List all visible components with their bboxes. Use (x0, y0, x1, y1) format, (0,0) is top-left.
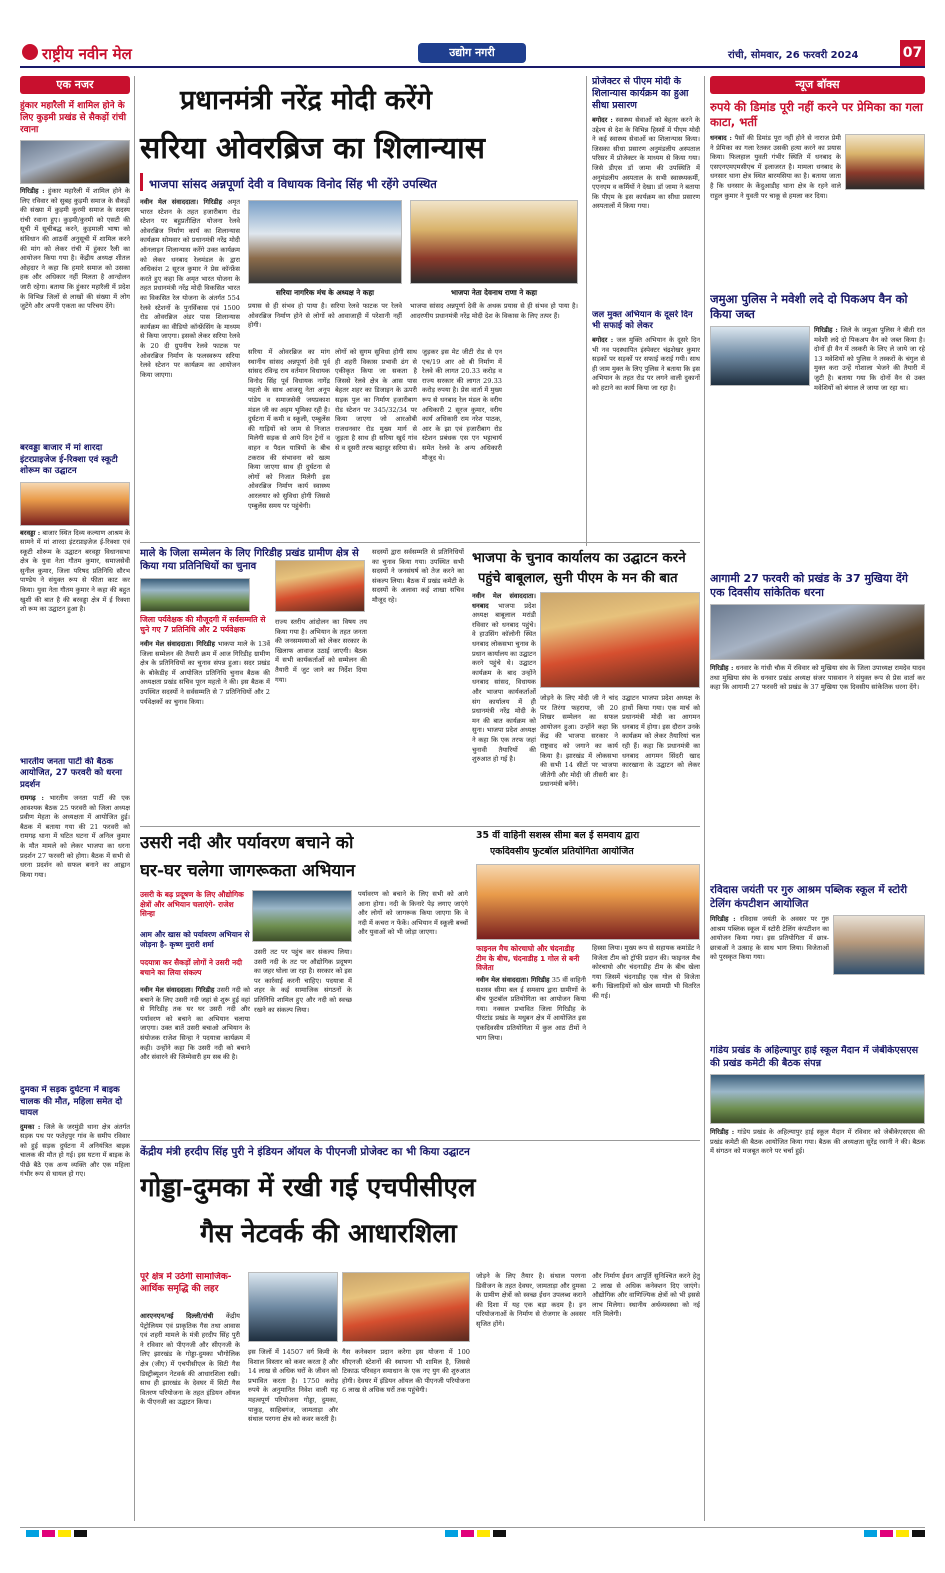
section-divider (140, 826, 700, 827)
story-body: बरवड्डा : बाजार स्थित दिव्य कल्याण आश्रम के सामने में मां शारदा इंटरप्राइजेज ई-रिक्शा एवं स्कूटी शोरूम के उद्घाटन बरवड्डा विधानसभा क्षेत्र के युवा नेता गौतम कुमार, समाजसेवी सुनील कुमार, जिला परिषद प्रतिनिधि सौरभ पाण्डेय ने संयुक्त रूप से फीता काट कर किया। युवा नेता गौतम कुमार ने कहा की बहुत खुशी की बात है की बरवड्डा क्षेत्र में ई रिक्शा शो रूम का उद्घाटन हुआ है। (20, 528, 130, 614)
story-body: गिरिडीह : गांडेय प्रखंड के अहिल्यापुर हाई स्कूल मैदान में रविवार को जेबीकेएसएस की प्रखंड कमेटी की बैठक आयोजित किया गया। बैठक की अध्यक्षता सुरेंद्र रवानी ने की। बैठक में संगठन को मजबूत करने पर चर्चा हुई। (710, 1128, 925, 1156)
news-box (710, 76, 925, 1521)
gail-kicker: केंद्रीय मंत्री हरदीप सिंह पुरी ने इंडियन ऑयल के पीएनजी प्रोजेक्ट का भी किया उद्घाटन (140, 1146, 470, 1158)
registration-mark-icon (493, 1530, 506, 1537)
gail-body: आरएनएन/नई दिल्ली/रांची केंद्रीय पेट्रोलियम एवं प्राकृतिक गैस तथा आवास एवं शहरी मामले के मंत्री हरदीप सिंह पुरी ने रविवार को पीएनजी और सीएनजी के लिए झारखंड के गोड्डा-दुमका भौगोलिक क्षेत्र (जीए) में एचपीसीएल के सिटी गैस डिस्ट्रीब्यूशन नेटवर्क की आधारशिला रखी। साथ ही झारखंड के देवघर में सिटी गैस वितरण परियोजना के तहत इंडियन ऑयल के पीएनजी का उद्घाटन किया। (140, 1312, 240, 1407)
river-photo (252, 890, 352, 942)
column-divider (586, 76, 587, 546)
bjp-body: नवीन मेल संवाददाता। धनबाद भाजपा प्रदेश अध्यक्ष बाबूलाल मरांडी रविवार को धनबाद पहुंचे। वे हाउसिंग कॉलोनी स्थित धनबाद लोकसभा चुनाव के प्रधान कार्यालय का उद्घाटन करने पहुंचे थे। उद्घाटन कार्यक्रम के बाद उन्होंने धनबाद सांसद, विधायक और भाजपा कार्यकर्ताओं संग कार्यालय में ही प्रधानमंत्री नरेंद्र मोदी के मन की बात कार्यक्रम को सुना। भाजपा प्रदेश अध्यक्ष ने कहा कि एक तरफ जहां चुनावी तैयारियों की शुरुआत हो गई है। (472, 592, 536, 764)
lead-body-col3: लोगों को सुगम सुविधा होगी साथ ही शहरी विकास प्रभावी ढंग से एकीकृत किया जा सकता है जिससे रेलवे क्षेत्र के आस पास बेहतर शहर का डिजाइन के ऊपरी सड़क पुल का निर्माण हजारीबाग रोड स्टेशन पर 345/32/34 पर किया जाएगा जो आरओबी राजधनवार रोड मुख्य मार्ग से जुड़ता है साथ ही सरिया खुर्द गांव से व दूसरी तरफ बहादुर सरिया से। (335, 348, 417, 452)
column-divider (134, 76, 135, 1521)
paper-name: राष्ट्रीय नवीन मेल (42, 45, 132, 63)
story-body: गिरिडीह : धनवार के गांधी चौक में रविवार को मुखिया संघ के जिला उपाध्यक्ष रामदेव यादव तथा मुखिया संघ के धनवार प्रखंड अध्यक्ष संजर पासवान ने संयुक्त रूप से प्रेस वार्ता कर कहा कि आगामी 27 फरवरी को प्रखंड के 37 मुखिया एक दिवसीय सांकेतिक धरना देंगे। (710, 664, 925, 692)
photo-caption: भाजपा नेता देवनाथ राणा ने कहा (451, 288, 537, 297)
registration-mark-icon (896, 1530, 909, 1537)
lead-body-col1: नवीन मेल संवाददाता। गिरिडीह अमृत भारत स्टेशन के तहत हजारीबाग रोड स्टेशन पर बहुप्रतीक्षित योजना रेलवे ओवरब्रिज निर्माण कार्य का शिलान्यास कार्यक्रम सोमवार को प्रधानमंत्री नरेंद्र मोदी ऑनलाइन शिलान्यास करेंगे उक्त कार्यक्रम को लेकर धनबाद रेलमंडल के द्वारा अधिकांश 2 सूरज कुमार ने प्रेस कॉन्फ्रेंस करते हुए कहा कि अमृत भारत योजना के तहत प्रधानमंत्री नरेंद्र मोदी विकसित भारत का विकसित रेल योजना के अंतर्गत 554 रेलवे स्टेशनों के पुनर्विकास एवं 1500 रोड ओवरब्रिज अंडर पास शिलान्यास कार्यक्रम का वीडियो कॉन्फ्रेंसिंग के माध्यम से किया जाएगा। इसको लेकर सरिया रेलवे के 20 दी ग्रुपनीय रेलवे फाटक पर ओवरब्रिज निर्माण के फलस्वरूप सरिया रेलवे स्टेशन पर कार्यक्रम का आयोजन किया जाएगा। (140, 198, 240, 379)
story-headline: जल मुक्त अभियान के दूसरे दिन भी सफाई को लेकर (592, 310, 693, 331)
river-subhead: उसरी के बढ़ प्रदूषण के लिए औद्योगिक क्षेत्रों और अभियान चलाएंगे- राजेश सिन्हा (140, 890, 244, 918)
youth-conf-photo-caption: जिला पर्यवेक्षक की मौजूदगी में सर्वसम्मति से चुने गए 7 प्रतिनिधि और 2 पर्यवेक्षक (140, 615, 266, 634)
youth-conf-body: नवीन मेल संवाददाता। गिरिडीह भाकपा माले के 13वें जिला सम्मेलन की तैयारी क्रम में आज गिरिडीह ग्रामीण क्षेत्र के प्रतिनिधियों का चुनाव संपन्न हुआ। सदर प्रखंड के बोकेडीह में आयोजित प्रतिनिधि चुनाव बैठक की अध्यक्षता प्रखंड सचिव पूरन महतो ने की। इस बैठक में उपस्थित सदस्यों ने सर्वसम्मति से 7 प्रतिनिधियों और 2 पर्यवेक्षकों का चुनाव किया। (140, 640, 270, 706)
story-headline: रविदास जयंती पर गुरु आश्रम पब्लिक स्कूल में स्टोरी टेलिंग कंपटीशन आयोजित (710, 884, 908, 910)
story-photo (845, 134, 925, 190)
bjp-body-col2: जोड़ने के लिए मोदी जी ने चांद पर तिरंगा फहराया, जी 20 शिखर सम्मेलन का सफल आयोजन हुआ। उन्होंने कहा कि केंद्र की भाजपा सरकार ने राष्ट्रवाद को जगाने का कार्य किया है। झारखंड में लोकसभा की सभी 14 सीटों पर भाजपा जीतेगी और मोदी जी तीसरी बार प्रधानमंत्री बनेंगे। (540, 694, 618, 789)
river-body-col3: पर्यावरण को बचाने के लिए सभी को आगे आना होगा। नदी के किनारे पेड़ लगाए जाएंगे और लोगों को जागरूक किया जाएगा कि वे नदी में कचरा न फेंकें। अभियान में स्कूली बच्चों और युवाओं को भी जोड़ा जाएगा। (358, 890, 468, 937)
youth-conf-photo (275, 560, 365, 612)
masthead (20, 40, 925, 68)
story-body: रामगढ़ : भारतीय जनता पार्टी की एक आवश्यक बैठक 25 फरवरी को जिला अध्यक्ष प्रवीण मेहता के अध्यक्षता में आयोजित हुई। बैठक में बताया गया की 21 फरवरी को रामगढ़ थाना में घटित घटना में अनिल कुमार के मौत मामले को लेकर भाजपा का धरना प्रदर्शन 27 फरवरी को होगा। बैठक में सभी से धरना प्रदर्शन को सफल बनाने का आह्वान किया गया। (20, 794, 130, 879)
story-headline: आगामी 27 फरवरी को प्रखंड के 37 मुखिया देंगे एक दिवसीय सांकेतिक धरना (710, 572, 908, 599)
section-divider (140, 542, 700, 543)
story-photo (20, 140, 130, 184)
story-photo (20, 482, 130, 526)
column-divider (704, 76, 705, 1521)
gail-subhead: पूरे क्षेत्र में उठेगी सामाजिक-आर्थिक समृद्धि की लहर (140, 1272, 232, 1294)
lead-headline-1: प्रधानमंत्री नरेंद्र मोदी करेंगे (180, 85, 433, 116)
gail-body-col4: जोड़ने के लिए तैयार है। संथाल परगना डिवीजन के तहत देवघर, जामताड़ा और दुमका के ग्रामीण क्षेत्रों को स्वच्छ ईंधन उपलब्ध कराने की दिशा में यह एक बड़ा कदम है। इन परियोजनाओं के निर्माण से रोजगार के अवसर सृजित होंगे। (476, 1272, 586, 1328)
date-line: रांची, सोमवार, 26 फरवरी 2024 (728, 50, 859, 61)
lead-photo-people (410, 200, 578, 284)
bjp-body-col3: उद्घाटन भाजपा प्रदेश अध्यक्ष के हाथों किया गया। एक मार्च को प्रधानमंत्री मोदी का आगमन धनबाद में होगा। इस दौरान उनके कार्यक्रम को लेकर तैयारियां चल रही हैं। कहा कि प्रधानमंत्री का धनबाद आगमन सिंदरी खाद कारखाना के उद्घाटन को लेकर है। (622, 694, 700, 779)
story-headline: प्रोजेक्टर से पीएम मोदी के शिलान्यास कार्यक्रम का हुआ सीधा प्रसारण (592, 76, 689, 111)
gail-headline-2: गैस नेटवर्क की आधारशिला (200, 1219, 457, 1249)
story-headline: बरवड्डा बाजार में मां शारदा इंटरप्राइजेज ई-रिक्शा एवं स्कूटी शोरूम का उद्घाटन (20, 443, 118, 476)
youth-conf-body-col2: राज्य स्तरीय आंदोलन का विषय तय किया गया है। अभियान के तहत जनता की जनसमस्याओं को लेकर सरकार के खिलाफ आवाज उठाई जाएगी। बैठक में सभी कार्यकर्ताओं को सम्मेलन की तैयारी में जुट जाने का निर्देश दिया गया। (275, 618, 367, 684)
story-body: बगोदर : जल मुक्ति अभियान के दूसरे दिन भी नव पदस्थापित इंस्पेक्टर चंद्रशेखर कुमार सड़कों पर सड़कों पर सफाई कराई गयी। साथ ही जाम मुक्त के लिए पुलिस ने बताया कि इस अभियान के तहत रोड पर लगने वाली दुकानों को हटाने का कार्य किया जा रहा है। (592, 336, 700, 392)
gail-body-col3: गैस कनेक्शन प्रदान करेगा इस योजना में 100 सीएनजी स्टेशनों की स्थापना भी शामिल है, जिससे टिकाऊ परिवहन समाधान के एक नए युग की शुरुआत होगी। देवघर में इंडियन ऑयल की पीएनजी परियोजना 6 लाख से अधिक घरों तक पहुंचेगी। (342, 1348, 470, 1395)
registration-mark-icon (74, 1530, 87, 1537)
river-subhead: पदयात्रा कर सैकड़ों लोगों ने उसरी नदी बचाने का लिया संकल्प (140, 958, 243, 977)
lead-subhead: भाजपा सांसद अन्नपूर्णा देवी व विधायक विनोद सिंह भी रहेंगे उपस्थित (140, 173, 588, 191)
bjp-headline-2: पहुंचे बाबूलाल, सुनी पीएम के मन की बात (478, 571, 678, 586)
registration-mark-icon (477, 1530, 490, 1537)
river-subhead: आम और खास को पर्यावरण अभियान से जोड़ना है- कृष्ण मुरारी शर्मा (140, 930, 250, 949)
gail-body-col5: और निर्माण ईंधन आपूर्ति सुनिश्चित करने हेतु 2 लाख से अधिक कनेक्शन दिए जाएंगे। औद्योगिक और वाणिज्यिक क्षेत्रों को भी इससे लाभ मिलेगा। स्थानीय अर्थव्यवस्था को नई गति मिलेगी। (592, 1272, 700, 1319)
story-body: गिरिडीह : हुंकार महारैली में शामिल होने के लिए रविवार को सुबह कुड़मी समाज के सैकड़ों की संख्या में कुड़मी कुरमी समाज के सदस्य रांची रवाना हुए। कुड़मी/कुरमी को एसटी की सूची में सूचीबद्ध करने, कुड़माली भाषा को संविधान की आठवीं अनुसूची में शामिल करने की मांग को लेकर रांची में हुंकार रैली का आयोजन किया गया है। केंद्रीय अध्यक्ष शीतल ओहदार ने कहा कि हमारे समाज को उसका हक और अधिकार नहीं मिलता है आन्दोलन जारी रहेगा। बताया कि हुंकार महारैली में प्रदेश के विभिन्न जिलों से लाखों की संख्या में लोग जुटेंगे और अपनी एकता का परिचय देंगे। (20, 187, 130, 311)
story-headline: दुमका में सड़क दुर्घटना में बाइक चालक की मौत, महिला समेत दो घायल (20, 1085, 123, 1118)
story-body: बगोदर : स्वास्थ्य सेवाओं को बेहतर करने के उद्देश्य से देश के विभिन्न हिस्सों में पीएम मोदी ने कई स्वास्थ्य सेवाओं का शिलान्यास किया। जिसका सीधा प्रसारण अनुमंडलीय अस्पताल परिसर में प्रोजेक्टर के माध्यम से किया गया। जिसे डीएस डॉ जामा की उपस्थिति में अनुमंडलीय अस्पताल के सभी स्वास्थ्यकर्मी, एएनएम व कर्मियों ने देखा। डॉ जामा ने बताया कि पीएम के इस कार्यक्रम का सीधा प्रसारण अस्पतालों में किया गया। (592, 116, 700, 211)
paper-logo-icon (22, 44, 38, 60)
lead-body-col2: सरिया में ओवरब्रिज का मांग स्थानीय सांसद अन्नपूर्णा देवी पूर्व सांसद रविन्द्र राय वर्तमान विधायक विनोद सिंह पूर्व विधायक नागेंद्र महतो के साथ आजसू नेता अनूप पांडेय व समाजसेवी जयप्रकाश मंडल जी का अहम भूमिका रही है। दुर्घटना में कमी व स्कूली, एम्बुलेंस की गाड़ियों को जाम से निजात मिलेगी सड़क से आये दिन ट्रेनों व वाहन व पैदल यात्रियों के बीच टकराव की संभावना को खत्म किया जाएगा साथ ही दुर्घटना से लोगों को निजात मिलेगी इस ओवरब्रिज निर्माण कार्य स्वास्थ्य आरलयार को सुविधा होगी जिससे एम्बुलेंस समय पर पहुंचेगी। (248, 348, 330, 510)
football-photo-caption: फाइनल मैच कोरचाघो और चंदनाडीह टीम के बीच, चंदनाडीह 1 गोल से बनी विजेता (476, 944, 580, 972)
lead-photo-station (248, 200, 402, 284)
gail-headline-1: गोड्डा-दुमका में रखी गई एचपीसीएल (140, 1173, 476, 1203)
story-headline: जमुआ पुलिस ने मवेशी लदे दो पिकअप वैन को किया जब्त (710, 292, 908, 321)
section-divider (140, 1140, 700, 1141)
youth-conf-body-col3: सदस्यों द्वारा सर्वसम्मति से प्रतिनिधियों का चुनाव किया गया। उपस्थित सभी सदस्यों ने जनसंघर्ष को तेज करने का संकल्प लिया। बैठक में प्रखंड कमेटी के सदस्यों के अलावा कई शाखा सचिव मौजूद रहे। (372, 548, 464, 604)
registration-mark-icon (58, 1530, 71, 1537)
registration-mark-icon (461, 1530, 474, 1537)
youth-conf-headline: माले के जिला सम्मेलन के लिए गिरिडीह प्रखंड ग्रामीण क्षेत्र से किया गया प्रतिनिधियों का चुनाव (140, 548, 359, 572)
lead-body-col4: जुड़कर इस मेट जीटी रोड से एन एच/19 आर ओ बी निर्माण में रेलवे की लागत 20.33 करोड़ व राज्य सरकार की लागत 29.33 करोड़ रुपया है। प्रेस वार्ता में मुख्य रूप से धनबाद रेल मंडल के वरीय अधिकारी 2 सूरज कुमार, वरीय कार्य अधिकारी राम नरेश पाठक, आर के झा एवं हजारीबाग रोड स्टेशन प्रबंधक एस एन भट्टाचार्य समेत रेलवे के अन्य अधिकारी मौजूद थे। (422, 348, 502, 462)
football-headline-1: 35 वीं वाहिनी सशस्त्र सीमा बल ई समवाय द्वारा (476, 830, 640, 841)
print-registration-strip (20, 1527, 925, 1539)
story-body: गिरिडीह : जिले के जमुआ पुलिस ने बीती रात मवेशी लदे दो पिकअप वैन को जब्त किया है। दोनों ही वैन में तस्करी के लिए ले जाये जा रहे 13 मवेशियों को पुलिस ने तस्करों के चंगुल से मुक्त करा उन्हें गोशाला भेजने की तैयारी में जुटी है। बताया गया कि दोनों वैन से उक्त मवेशियों को बंगाल ले जाया जा रहा था। (814, 326, 925, 392)
page-number: 07 (900, 40, 925, 66)
lead-headline-2: सरिया ओवरब्रिज का शिलान्यास (140, 131, 486, 166)
photo-caption: सरिया नागरिक मंच के अध्यक्ष ने कहा (275, 288, 374, 297)
projector-story (592, 76, 700, 546)
story-photo (710, 326, 810, 386)
bjp-headline-1: भाजपा के चुनाव कार्यालय का उद्घाटन करने (472, 550, 686, 566)
left-column-title: एक नजर (20, 76, 130, 94)
story-photo (833, 915, 925, 975)
river-body: नवीन मेल संवाददाता। गिरिडीह उसरी नदी को बचाने के लिए उसरी नदी जहां से शुरू हुई वहां से गिरिडीह तक घर घर उसरी नदी और पर्यावरण को बचाने का अभियान चलाया जाएगा। उक्त बातें उसरी बचाओ अभियान के संयोजक राजेश सिन्हा ने पदयात्रा कार्यक्रम में कही। उन्होंने कहा कि उसरी नदी को बचाने और संवारने की जिम्मेवारी हम सब की है। (140, 986, 250, 1062)
bjp-photo (540, 592, 700, 688)
river-headline-2: घर-घर चलेगा जागरूकता अभियान (140, 861, 356, 881)
story-photo (710, 1074, 925, 1124)
registration-mark-icon (864, 1530, 877, 1537)
story-body: धनबाद : पैसों की डिमांड पूरा नहीं होने से नाराज प्रेमी ने प्रेमिका का गला रेतकर उसकी हत्या करने का प्रयास किया। फिलहाल युवती गंभीर स्थिति में धनबाद के एसएनएमएमसीएच में इलाजरत है। मामला धनबाद के धनसार थाना क्षेत्र स्थित बारमसिया का है। बताया जाता है कि धनसार के केंदुआडीह थाना क्षेत्र के रहने वाले राहुल कुमार ने युवती पर चाकू से हमला कर दिया। (710, 134, 841, 200)
registration-mark-icon (26, 1530, 39, 1537)
story-headline: रुपये की डिमांड पूरी नहीं करने पर प्रेमिका का गला काटा, भर्ती (710, 100, 923, 129)
story-headline: भारतीय जनता पार्टी की बैठक आयोजित, 27 फरवरी को धरना प्रदर्शन (20, 756, 122, 790)
story-body: दुमका : जिले के जरमुंडी थाना क्षेत्र अंतर्गत सड़क पथ पर फतेहपुर गांव के समीप रविवार को हुई सड़क दुर्घटना में अनियंत्रित बाइक चालक की मौत हो गई। इस घटना में बाइक के पीछे बैठे एक अन्य व्यक्ति और एक महिला गंभीर रूप से घायल हो गए। (20, 1122, 130, 1179)
registration-mark-icon (880, 1530, 893, 1537)
registration-mark-icon (42, 1530, 55, 1537)
gail-photo-1 (248, 1272, 338, 1342)
football-body: नवीन मेल संवाददाता। गिरिडीह 35 वीं वाहिनी सशस्त्र सीमा बल ई समवाय द्वारा ग्रामीणों के बीच फुटबॉल प्रतियोगिता का आयोजन किया गया। नक्सल प्रभावित जिला गिरिडीह के पीरटांड प्रखंड के मधुबन क्षेत्र में आयोजित इस एकदिवसीय प्रतियोगिता में कुल आठ टीमों ने भाग लिया। (476, 976, 586, 1042)
football-photo (476, 864, 700, 940)
section-label: उद्योग नगरी (418, 43, 526, 63)
river-headline-1: उसरी नदी और पर्यावरण बचाने को (140, 833, 354, 853)
gail-body-col2: इस जिलों में 14507 वर्ग किमी के विशाल विस्तार को कवर करता है और 14 लाख से अधिक घरों के जीवन को प्रभावित करता है। 1750 करोड़ रुपये के अनुमानित निवेश वाली यह महत्वपूर्ण परियोजना गोड्डा, दुमका, पाकुड़, साहिबगंज, जामताड़ा और संथाल परगना क्षेत्र को कवर करती है। (248, 1348, 338, 1424)
story-body: गिरिडीह : रविदास जयंती के अवसर पर गुरु आश्रम पब्लिक स्कूल में स्टोरी टेलिंग कंपटीशन का आयोजन किया गया। इस प्रतियोगिता में छात्र-छात्राओं ने उत्साह के साथ भाग लिया। विजेताओं को पुरस्कृत किया गया। (710, 915, 829, 962)
story-headline: गांडेय प्रखंड के अहिल्यापुर हाई स्कूल मैदान में जेबीकेएसएस की प्रखंड कमेटी की बैठक संपन्न (710, 1045, 919, 1069)
photo-note: भाजपा सांसद अन्नपूर्णा देवी के अथक प्रयास से ही संभव हो पाया है। आदरणीय प्रधानमंत्री नरेंद्र मोदी देश के विकास के लिए तत्पर हैं। (410, 302, 578, 320)
youth-conf-photo (140, 578, 250, 612)
registration-mark-icon (445, 1530, 458, 1537)
story-headline: हुंकार महारैली में शामिल होने के लिए कुड़मी प्रखंड से सैकड़ों रांची रवाना (20, 101, 127, 135)
football-body-col2: हिस्सा लिया। मुख्य रूप से सहायक कमांडेंट ने विजेता टीम को ट्रॉफी प्रदान की। फाइनल मैच कोरचाघो और चंदनाडीह टीम के बीच खेला गया जिसमें चंदनाडीह एक गोल से विजेता बनी। खिलाड़ियों को खेल सामग्री भी वितरित की गई। (592, 944, 700, 1000)
river-body-col2: उसरी तट पर पहुंच कर संकल्प लिया। उसरी नदी के तट पर औद्योगिक प्रदूषण का जहर घोला जा रहा है। सरकार को इस पर कार्रवाई करनी चाहिए। पदयात्रा में शहर के कई सामाजिक संगठनों के प्रतिनिधि शामिल हुए और नदी को स्वच्छ रखने का संकल्प लिया। (254, 948, 352, 1014)
football-headline-2: एकदिवसीय फुटबॉल प्रतियोगिता आयोजित (490, 846, 634, 857)
registration-mark-icon (912, 1530, 925, 1537)
news-box-title: न्यूज बॉक्स (710, 76, 925, 94)
photo-note: प्रयास से ही संभव हो पाया है। सरिया रेलवे फाटक पर रेलवे ओवरब्रिज निर्माण होने से लोगों को आवाजाही में परेशानी नहीं होगी। (248, 302, 402, 330)
left-column (20, 76, 130, 1521)
gail-photo-2 (342, 1272, 470, 1342)
story-photo (710, 604, 925, 660)
